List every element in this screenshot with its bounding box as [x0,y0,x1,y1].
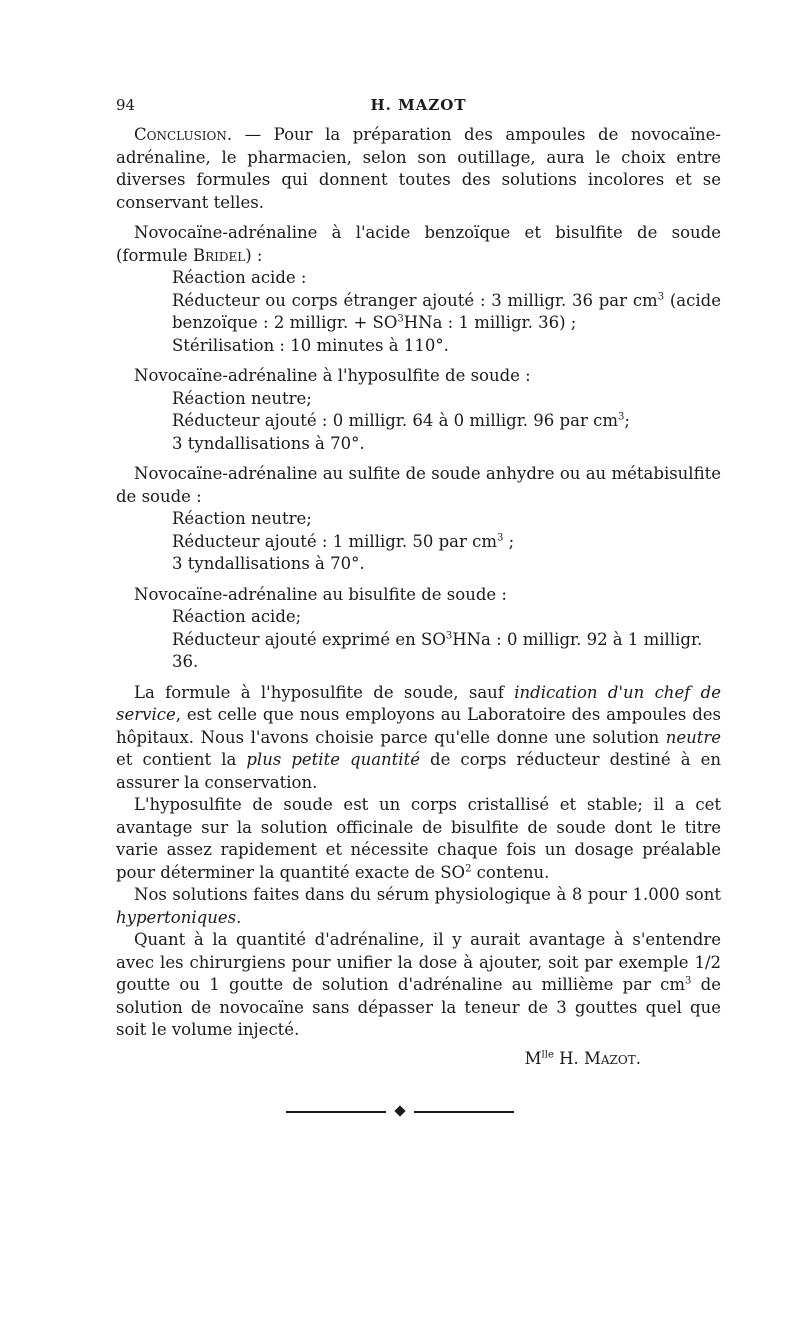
formula-4-title: Novocaïne-adrénaline au bisulfite de soude : [134,584,507,604]
superscript: 3 [617,411,625,423]
para-1-italic-2: neutre [665,727,721,747]
conclusion-text: — Pour la préparation des ampoules de novocaïne-adrénaline, le pharmacien, selon son outillage, aura le choix entre diverses formules qui donnent toutes des solutions incolores et se conservant telles. [116,125,721,212]
superscript: 3 [397,313,404,325]
formula-2-line-2-text: Réducteur ajouté : 0 milligr. 64 à 0 milligr. 96 par cm [172,411,618,430]
para-3-text-b: . [236,907,242,927]
formula-1-line-2-text-c: HNa : 1 milligr. 36) ; [403,313,577,332]
formula-3-line-1: Réaction neutre; [172,509,312,528]
paragraph-solutions [116,884,721,929]
page-number: 94 [116,96,136,114]
formula-block-2 [116,365,721,455]
document-body [116,124,721,1070]
signature-initial: H. [553,1048,584,1068]
diamond-icon [394,1105,405,1116]
page-header [116,96,721,118]
formula-1-author: Bridel [192,245,246,265]
para-2-text-a: L'hyposulfite de soude est un corps cristallisé et stable; il a cet avantage sur la solution officinale de bisulfite de soude dont le titre varie assez rapidement et nécessite chaque fois un dosage préalable pour déterminer la quantité exacte de SO [116,795,721,882]
formula-4-line-1: Réaction acide; [172,607,302,626]
formula-4-line-2 [116,629,721,674]
formula-block-3 [116,463,721,576]
end-ornament [286,1102,514,1122]
signature [116,1048,721,1071]
signature-title-sup: lle [541,1049,554,1060]
ornament-line-left [286,1111,386,1113]
para-1-text-d: de corps réducteur destiné à en assurer la conservation. [116,750,721,792]
ornament-line-right [414,1111,514,1113]
superscript: 3 [445,630,453,641]
formula-2-line-2 [116,410,721,433]
formula-3-line-2-end: ; [503,531,515,551]
formula-1-line-2-text-b: (acide benzoïque : 2 milligr. + SO [172,290,721,332]
para-1-italic-1: indication d'un chef de service [116,682,721,724]
para-4-text-b: de solution de novocaïne sans dépasser la teneur de 3 gouttes quel que soit le volume injecté. [116,975,721,1039]
para-1-text-c: et contient la [116,750,247,769]
formula-1-line-3: Stérilisation : 10 minutes à 110°. [172,335,449,355]
formula-1-title [116,222,721,267]
formula-2-title: Novocaïne-adrénaline à l'hyposulfite de soude : [134,366,531,385]
formula-3-title: Novocaïne-adrénaline au sulfite de soude anhydre ou au métabisulfite de soude : [116,464,721,506]
conclusion-label: Conclusion. [134,125,233,144]
formula-4-line-2-end: HNa : 0 milligr. 92 à 1 milligr. 36. [172,629,703,671]
paragraph-hyposulfite-stability [116,794,721,884]
signature-title: M [524,1048,542,1068]
running-head: H. MAZOT [370,96,467,114]
para-1-text-a: La formule à l'hyposulfite de soude, sauf [134,682,515,702]
formula-3-line-3: 3 tyndallisations à 70°. [172,554,365,573]
signature-surname: Mazot [584,1048,636,1068]
superscript: 3 [685,975,692,987]
formula-block-4 [116,584,721,674]
superscript: 2 [465,863,472,874]
paragraph-hyposulfite-formula [116,682,721,795]
para-3-text-a: Nos solutions faites dans du sérum physiologique à 8 pour 1.000 sont [134,885,721,904]
para-4-text-a: Quant à la quantité d'adrénaline, il y aurait avantage à s'entendre avec les chirurgiens pour unifier la dose à ajouter, soit par exemple 1/2 goutte ou 1 goutte de solution d'adrénaline au millième par cm [116,930,721,994]
para-2-text-b: contenu. [471,862,550,882]
document-page [116,96,721,1070]
formula-1-title-end: ) : [245,245,263,265]
formula-1-line-2-text: Réducteur ou corps étranger ajouté : 3 milligr. 36 par cm [172,290,658,310]
para-1-text-b: , est celle que nous employons au Laboratoire des ampoules des hôpitaux. Nous l'avons choisie parce qu'elle donne une solution [116,705,721,747]
formula-2-line-1: Réaction neutre; [172,388,312,408]
formula-3-line-2 [116,531,721,554]
formula-1-title-text: Novocaïne-adrénaline à l'acide benzoïque et bisulfite de soude (formule [116,223,721,265]
formula-1-line-1: Réaction acide : [172,268,307,287]
superscript: 3 [497,532,504,543]
formula-block-1 [116,222,721,357]
formula-4-line-2-text: Réducteur ajouté exprimé en SO [172,629,446,649]
formula-2-line-2-end: ; [624,411,630,430]
formula-2-line-3: 3 tyndallisations à 70°. [172,433,365,453]
paragraph-adrenaline [116,929,721,1042]
formula-3-line-2-text: Réducteur ajouté : 1 milligr. 50 par cm [172,531,498,551]
para-1-italic-3: plus petite quantité [246,750,420,769]
superscript: 3 [657,291,665,302]
para-3-italic: hypertoniques [116,907,237,927]
signature-end: . [635,1048,641,1068]
formula-1-line-2 [116,290,721,335]
conclusion-paragraph [116,124,721,214]
